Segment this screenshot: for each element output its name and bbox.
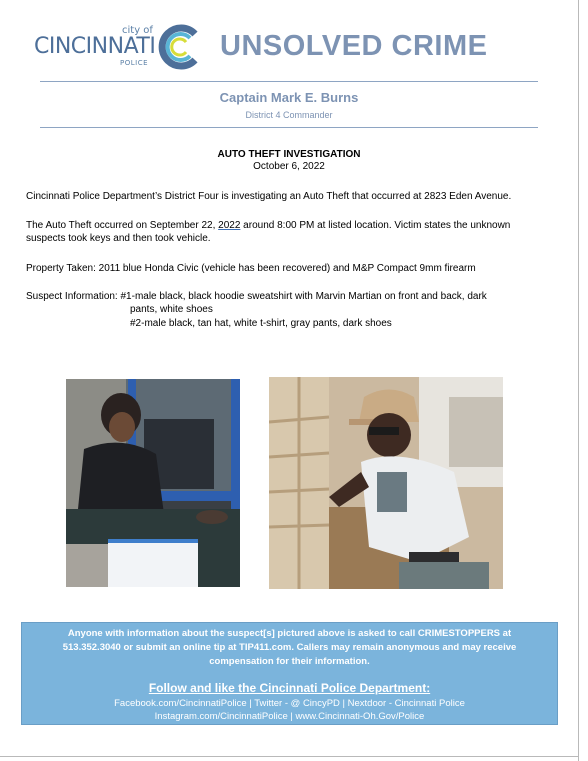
suspect-photo-2 — [269, 377, 503, 589]
logo-name: CINCINNATI — [34, 34, 156, 59]
follow-heading[interactable]: Follow and like the Cincinnati Police Department: — [148, 681, 431, 695]
property-paragraph: Property Taken: 2011 blue Honda Civic (vehicle has been recovered) and M&P Compact 9mm firearm — [26, 263, 476, 274]
occurred-paragraph — [26, 219, 510, 232]
logo-sub: POLICE — [120, 59, 149, 67]
social-links-line-2[interactable]: Instagram.com/CincinnatiPolice | www.Cincinnati-Oh.Gov/Police — [154, 711, 425, 722]
page-headline: UNSOLVED CRIME — [220, 30, 488, 62]
suspect-line-1: Suspect Information: #1-male black, black hoodie sweatshirt with Marvin Martian on front and back, dark — [26, 291, 487, 302]
suspect-line-2: pants, white shoes — [130, 304, 213, 315]
bottom-rule — [40, 127, 538, 128]
info-line-1: Anyone with information about the suspect[s] pictured above is asked to call CRIMESTOPPERS at — [67, 628, 512, 639]
occurred-text-start: The Auto Theft occurred on September 22, — [26, 220, 219, 231]
suspect-photo-1 — [66, 379, 240, 587]
crimestoppers-banner — [21, 622, 558, 725]
cincinnati-police-logo — [30, 22, 202, 72]
info-line-2: 513.352.3040 or submit an online tip at TIP411.com. Callers may remain anonymous and may receive — [62, 642, 517, 653]
logo-city-of: city of — [122, 25, 153, 36]
top-rule — [40, 81, 538, 82]
page-border-right — [578, 0, 579, 761]
suspect-line-3: #2-male black, tan hat, white t-shirt, gray pants, dark shoes — [130, 318, 392, 329]
occurred-year: 2022 — [218, 220, 241, 231]
info-line-3: compensation for their information. — [209, 656, 370, 667]
social-links — [22, 697, 557, 723]
logo-c-icon — [155, 24, 201, 70]
occurred-paragraph-line2: suspects took keys and then took vehicle. — [26, 233, 211, 244]
crimestoppers-info — [22, 627, 557, 669]
intro-paragraph: Cincinnati Police Department’s District Four is investigating an Auto Theft that occurred at 2823 Eden Avenue. — [26, 191, 512, 202]
investigation-date: October 6, 2022 — [253, 161, 325, 172]
investigation-title: AUTO THEFT INVESTIGATION — [217, 149, 361, 160]
page-border-bottom — [0, 756, 579, 757]
captain-title: District 4 Commander — [245, 110, 333, 120]
captain-name: Captain Mark E. Burns — [219, 90, 359, 105]
occurred-text-end: around 8:00 PM at listed location. Victim states the unknown — [240, 220, 511, 231]
social-links-line-1[interactable]: Facebook.com/CincinnatiPolice | Twitter - @ CincyPD | Nextdoor - Cincinnati Police — [114, 698, 465, 709]
